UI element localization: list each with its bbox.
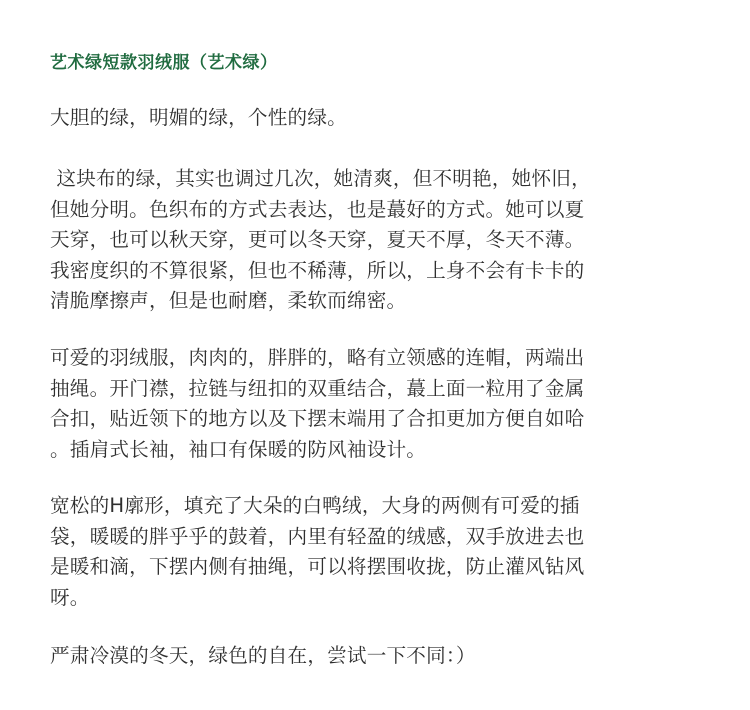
text-line: 合扣，贴近领下的地方以及下摆末端用了合扣更加方便自如哈 xyxy=(50,407,585,431)
text-line: 严肃冷漠的冬天，绿色的自在，尝试一下不同：） xyxy=(50,644,476,667)
text-line: 可爱的羽绒服，肉肉的，胖胖的，略有立领感的连帽，两端出 xyxy=(50,346,585,369)
text-line: 我密度织的不算很紧，但也不稀薄，所以，上身不会有卡卡的 xyxy=(50,258,585,282)
design-paragraph xyxy=(50,343,705,465)
text-line: 大胆的绿，明媚的绿，个性的绿。 xyxy=(50,106,347,129)
text-line: 呀。 xyxy=(50,585,90,609)
text-line: 这块布的绿，其实也调过几次，她清爽，但不明艳，她怀旧， xyxy=(50,167,591,190)
fabric-paragraph xyxy=(50,164,705,317)
closing-paragraph xyxy=(50,641,705,672)
product-title: 艺术绿短款羽绒服（艺术绿） xyxy=(50,53,278,73)
fit-paragraph xyxy=(50,491,705,613)
text-line: 是暖和滴，下摆内侧有抽绳，可以将摆围收拢，防止灌风钻风 xyxy=(50,555,585,579)
text-line: 宽松的H廓形，填充了大朵的白鸭绒，大身的两侧有可爱的插 xyxy=(50,494,580,517)
text-line: 。插肩式长袖，袖口有保暖的防风袖设计。 xyxy=(50,437,427,461)
intro-paragraph xyxy=(50,103,705,134)
text-line: 清脆摩擦声，但是也耐磨，柔软而绵密。 xyxy=(50,289,407,313)
text-line: 抽绳。开门襟，拉链与纽扣的双重结合，蕞上面一粒用了金属 xyxy=(50,376,585,400)
text-line: 但她分明。色织布的方式去表达，也是蕞好的方式。她可以夏 xyxy=(50,197,585,221)
text-line: 天穿，也可以秋天穿，更可以冬天穿，夏天不厚，冬天不薄。 xyxy=(50,228,585,252)
text-line: 袋，暖暖的胖乎乎的鼓着，内里有轻盈的绒感，双手放进去也 xyxy=(50,524,585,548)
